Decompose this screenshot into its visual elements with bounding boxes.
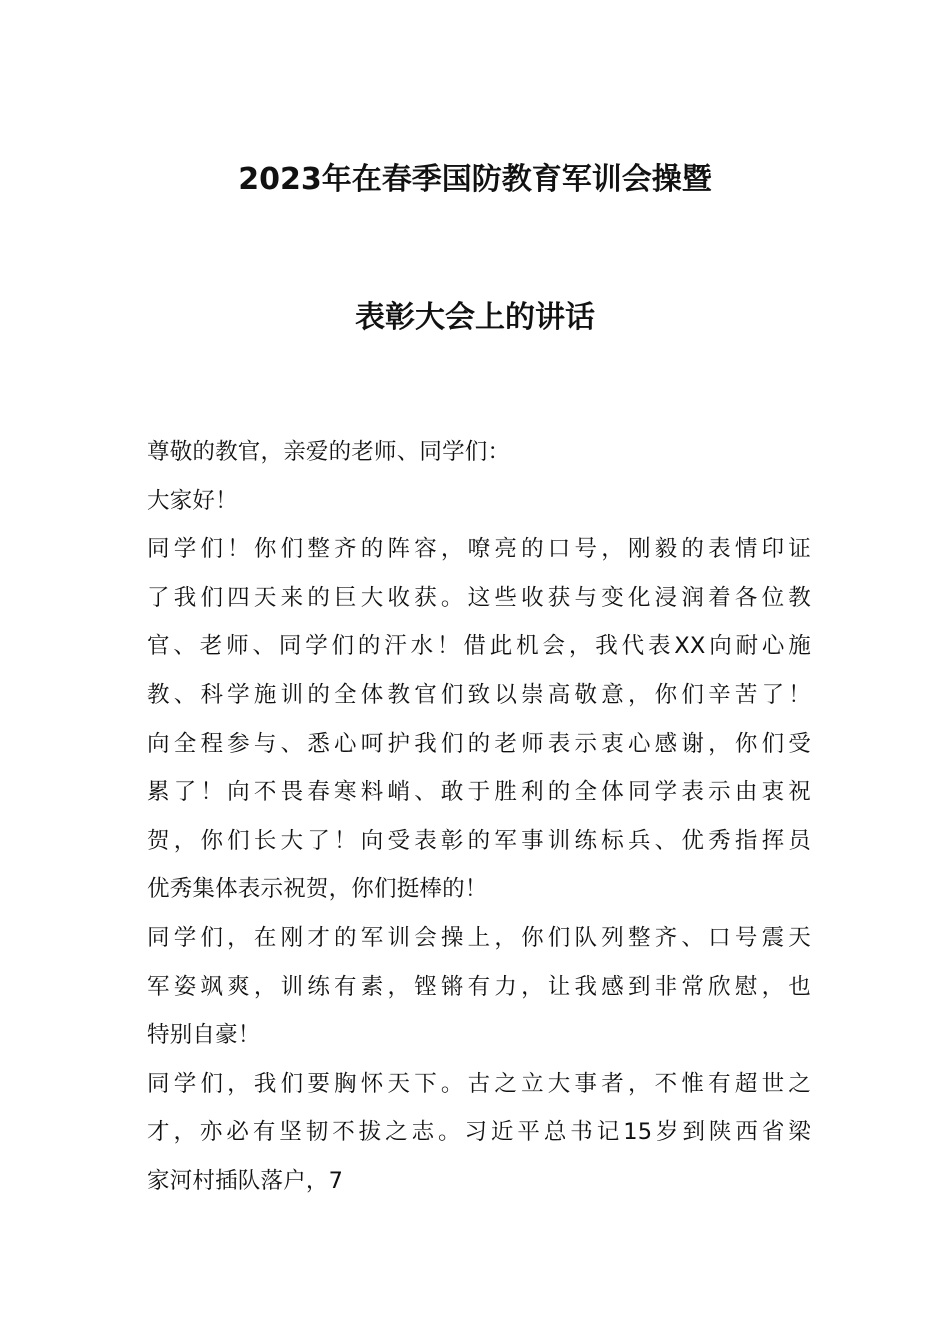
speech-body (147, 428, 811, 1206)
body-line: 军姿飒爽，训练有素，铿锵有力，让我感到非常欣慰，也 (147, 973, 811, 1000)
body-line: 同学们，我们要胸怀天下。古之立大事者，不惟有超世之 (147, 1070, 811, 1097)
body-line: 家河村插队落户，7 (147, 1167, 344, 1194)
body-line: 了我们四天来的巨大收获。这些收获与变化浸润着各位教 (147, 584, 811, 611)
body-line: 同学们！你们整齐的阵容，嘹亮的口号，刚毅的表情印证 (147, 536, 811, 563)
body-line: 才，亦必有坚韧不拔之志。习近平总书记15岁到陕西省梁 (147, 1119, 811, 1146)
body-line: 教、科学施训的全体教官们致以崇高敬意，你们辛苦了！ (147, 681, 811, 708)
salutation: 尊敬的教官，亲爱的老师、同学们： (147, 439, 511, 465)
greeting: 大家好！ (147, 487, 238, 514)
document-title-line-2: 表彰大会上的讲话 (355, 300, 595, 335)
body-line: 官、老师、同学们的汗水！借此机会，我代表XX向耐心施 (147, 633, 811, 660)
body-line: 优秀集体表示祝贺，你们挺棒的！ (147, 876, 488, 903)
body-line: 同学们，在刚才的军训会操上，你们队列整齐、口号震天 (147, 924, 811, 951)
document-title-line-1: 2023年在春季国防教育军训会操暨 (238, 162, 712, 197)
body-line: 向全程参与、悉心呵护我们的老师表示衷心感谢，你们受 (147, 730, 811, 757)
body-line: 贺，你们长大了！向受表彰的军事训练标兵、优秀指挥员 (147, 827, 811, 854)
body-line: 累了！向不畏春寒料峭、敢于胜利的全体同学表示由衷祝 (147, 779, 811, 806)
body-line: 特别自豪！ (147, 1022, 261, 1049)
